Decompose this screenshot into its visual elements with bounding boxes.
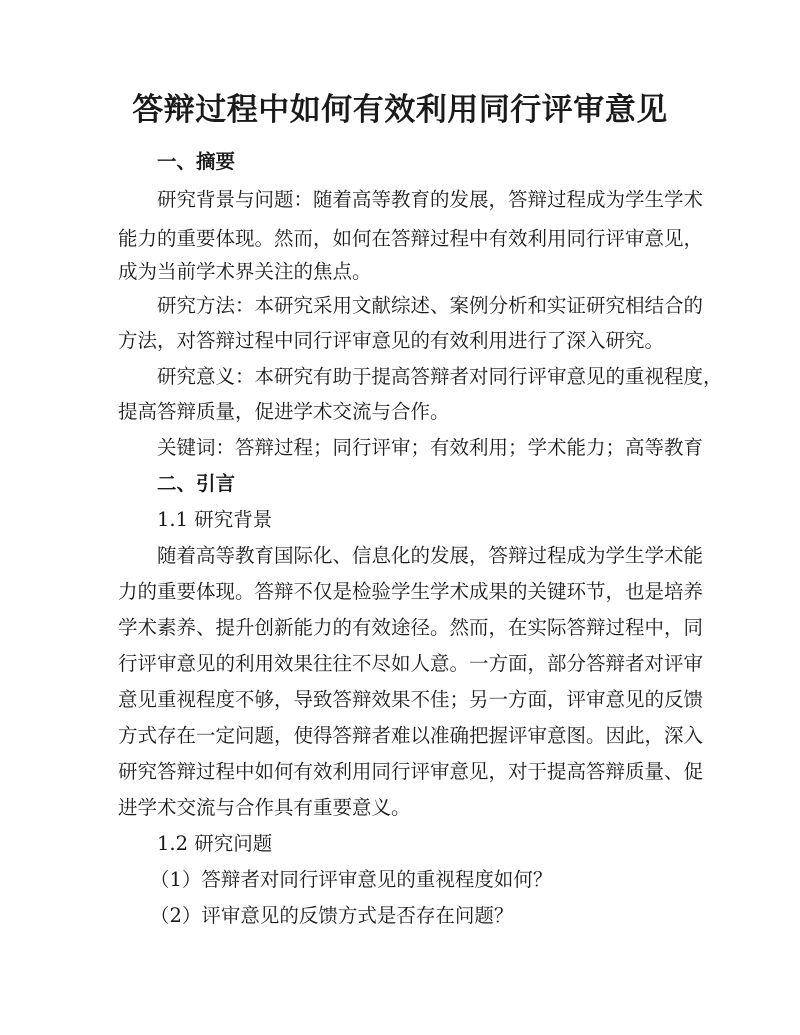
- abstract-keywords: 关键词：答辩过程；同行评审；有效利用；学术能力；高等教育: [157, 436, 704, 459]
- research-question-item: （1）答辩者对同行评审意见的重视程度如何？: [150, 868, 553, 891]
- abstract-method-line: 研究方法：本研究采用文献综述、案例分析和实证研究相结合的: [157, 294, 704, 317]
- background-body-line: 进学术交流与合作具有重要意义。: [118, 796, 411, 819]
- background-body-line: 行评审意见的利用效果往往不尽如人意。一方面，部分答辩者对评审: [118, 652, 704, 675]
- background-body-line: 研究答辩过程中如何有效利用同行评审意见，对于提高答辩质量、促: [118, 760, 704, 783]
- abstract-background-line: 研究背景与问题：随着高等教育的发展，答辩过程成为学生学术: [157, 188, 704, 211]
- abstract-significance-line: 研究意义：本研究有助于提高答辩者对同行评审意见的重视程度，: [157, 365, 723, 388]
- abstract-method-line: 方法，对答辩过程中同行评审意见的有效利用进行了深入研究。: [118, 329, 665, 352]
- abstract-background-line: 成为当前学术界关注的焦点。: [118, 260, 372, 283]
- document-title: 答辩过程中如何有效利用同行评审意见: [132, 92, 668, 128]
- research-questions-subheading: 1.2 研究问题: [157, 832, 273, 855]
- background-body-line: 学术素养、提升创新能力的有效途径。然而，在实际答辩过程中，同: [118, 616, 704, 639]
- research-question-item: （2）评审意见的反馈方式是否存在问题？: [150, 904, 514, 927]
- introduction-heading: 二、引言: [157, 472, 236, 495]
- abstract-background-line: 能力的重要体现。然而，如何在答辩过程中有效利用同行评审意见，: [118, 227, 704, 250]
- background-body-line: 随着高等教育国际化、信息化的发展，答辩过程成为学生学术能: [157, 544, 704, 567]
- abstract-significance-line: 提高答辩质量，促进学术交流与合作。: [118, 400, 450, 423]
- background-body-line: 力的重要体现。答辩不仅是检验学生学术成果的关键环节，也是培养: [118, 580, 704, 603]
- background-body-line: 意见重视程度不够，导致答辩效果不佳；另一方面，评审意见的反馈: [118, 688, 704, 711]
- background-body-line: 方式存在一定问题，使得答辩者难以准确把握评审意图。因此，深入: [118, 724, 704, 747]
- abstract-heading: 一、摘要: [157, 150, 236, 173]
- background-subheading: 1.1 研究背景: [157, 508, 273, 531]
